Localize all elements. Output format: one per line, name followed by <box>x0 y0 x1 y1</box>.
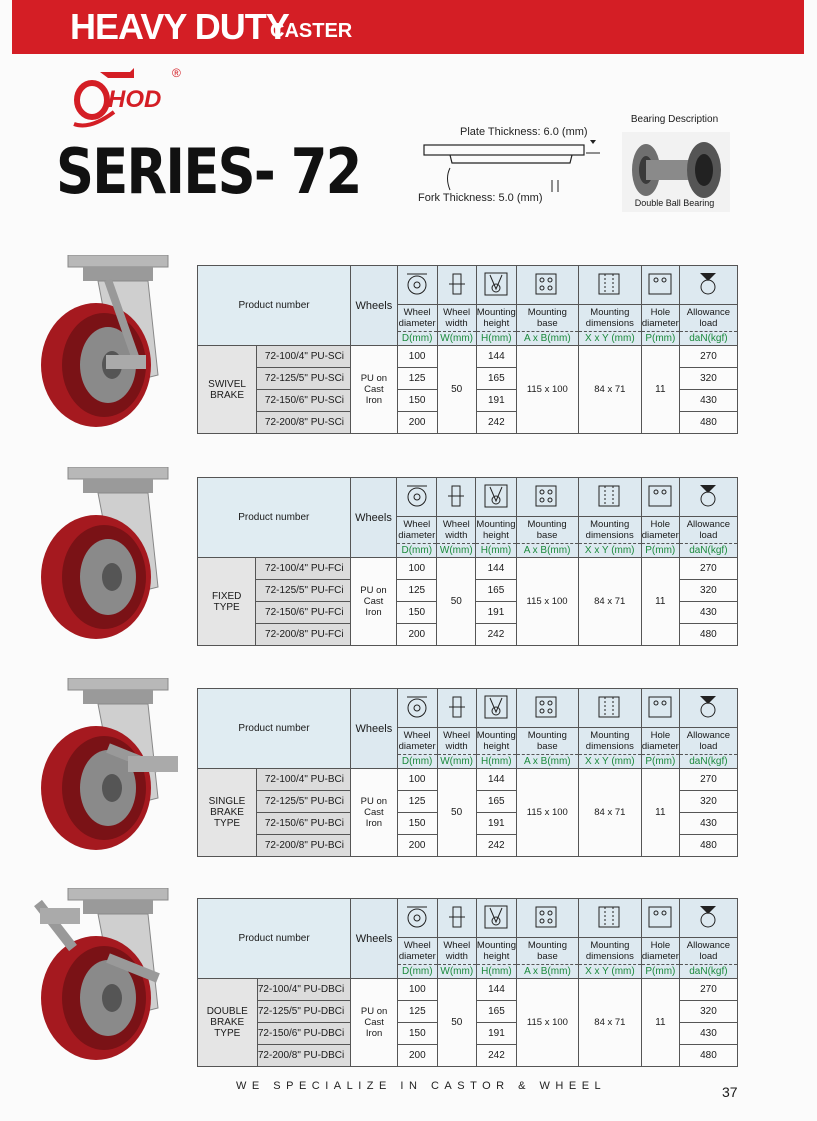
column-header: Mounting base <box>516 728 578 755</box>
spec-icon <box>578 478 641 517</box>
hod-logo <box>70 64 200 134</box>
caster-type: DOUBLE BRAKE TYPE <box>198 979 258 1067</box>
unit-header: A x B(mm) <box>516 755 578 769</box>
column-header: Wheel diameter <box>397 938 437 965</box>
allowance-load: 430 <box>679 390 737 412</box>
column-header: Mounting dimensions <box>578 728 641 755</box>
unit-header: daN(kgf) <box>679 332 737 346</box>
wheel-diameter: 150 <box>397 602 437 624</box>
mounting-height: 165 <box>476 368 516 390</box>
allowance-load: 430 <box>679 1023 737 1045</box>
unit-header: D(mm) <box>397 332 437 346</box>
wheel-diameter: 100 <box>397 979 437 1001</box>
plate-thickness-label: Plate Thickness: 6.0 (mm) <box>460 126 588 138</box>
product-number: 72-150/6" PU-BCi <box>257 813 351 835</box>
caster-type: FIXED TYPE <box>198 558 256 646</box>
mounting-height: 144 <box>476 346 516 368</box>
product-number: 72-150/6" PU-DBCi <box>257 1023 351 1045</box>
spec-icon <box>516 266 578 305</box>
bearing-title: Bearing Description <box>630 114 719 125</box>
product-number: 72-150/6" PU-SCi <box>257 390 351 412</box>
column-header: Wheel width <box>437 728 476 755</box>
spec-icon <box>641 689 679 728</box>
product-number: 72-100/4" PU-FCi <box>256 558 350 580</box>
spec-icon <box>437 899 476 938</box>
column-header: Wheel width <box>437 517 476 544</box>
spec-icon <box>517 899 579 938</box>
wheel-diameter: 125 <box>397 580 437 602</box>
caster-type: SWIVEL BRAKE <box>198 346 257 434</box>
unit-header: A x B(mm) <box>516 544 578 558</box>
column-header: Wheel width <box>437 305 476 332</box>
header-banner <box>12 0 804 54</box>
spec-icon <box>679 899 737 938</box>
mounting-dimensions: 84 x 71 <box>578 558 641 646</box>
unit-header: X x Y (mm) <box>578 332 641 346</box>
product-number-header: Product number <box>198 689 351 769</box>
caster-type: SINGLE BRAKE TYPE <box>198 769 257 857</box>
column-header: Wheel diameter <box>397 517 437 544</box>
column-header: Mounting dimensions <box>578 517 641 544</box>
column-header: Hole diameter <box>641 517 679 544</box>
wheel-diameter: 150 <box>397 813 437 835</box>
unit-header: P(mm) <box>641 755 679 769</box>
column-header: Mounting height <box>476 517 516 544</box>
product-number-header: Product number <box>198 478 351 558</box>
spec-icon <box>578 899 641 938</box>
allowance-load: 480 <box>679 835 737 857</box>
allowance-load: 320 <box>679 1001 737 1023</box>
wheel-diameter: 125 <box>397 368 437 390</box>
wheel-diameter: 200 <box>397 1045 437 1067</box>
column-header: Wheel width <box>437 938 476 965</box>
unit-header: X x Y (mm) <box>578 544 641 558</box>
wheel-material: PU on Cast Iron <box>351 769 398 857</box>
plate-diagram <box>410 118 610 218</box>
wheels-header: Wheels <box>350 478 397 558</box>
product-number: 72-125/5" PU-FCi <box>256 580 350 602</box>
column-header: Hole diameter <box>641 938 679 965</box>
page-number: 37 <box>722 1084 738 1100</box>
unit-header: A x B(mm) <box>516 332 578 346</box>
mounting-dimensions: 84 x 71 <box>578 346 641 434</box>
caster-image <box>18 255 198 430</box>
hole-diameter: 11 <box>641 979 679 1067</box>
column-header: Allowance load <box>679 728 737 755</box>
allowance-load: 430 <box>679 813 737 835</box>
unit-header: daN(kgf) <box>679 755 737 769</box>
mounting-height: 191 <box>476 602 516 624</box>
header-subtitle: CASTER <box>270 20 353 42</box>
unit-header: W(mm) <box>437 544 476 558</box>
wheel-material: PU on Cast Iron <box>351 979 398 1067</box>
column-header: Mounting dimensions <box>578 305 641 332</box>
mounting-base: 115 x 100 <box>516 346 578 434</box>
unit-header: H(mm) <box>476 965 516 979</box>
allowance-load: 270 <box>679 346 737 368</box>
product-number: 72-200/8" PU-SCi <box>257 412 351 434</box>
mounting-height: 165 <box>476 1001 516 1023</box>
spec-icon <box>476 899 516 938</box>
wheel-diameter: 125 <box>397 791 437 813</box>
unit-header: H(mm) <box>476 544 516 558</box>
spec-icon <box>397 689 437 728</box>
product-number: 72-200/8" PU-FCi <box>256 624 350 646</box>
product-number: 72-100/4" PU-SCi <box>257 346 351 368</box>
unit-header: W(mm) <box>437 755 476 769</box>
unit-header: P(mm) <box>641 544 679 558</box>
unit-header: D(mm) <box>397 755 437 769</box>
column-header: Mounting base <box>516 305 578 332</box>
header-title: HEAVY DUTY <box>70 6 289 47</box>
mounting-height: 242 <box>476 624 516 646</box>
caster-image <box>18 678 198 853</box>
spec-icon <box>679 266 737 305</box>
allowance-load: 430 <box>679 602 737 624</box>
allowance-load: 320 <box>679 580 737 602</box>
wheel-width: 50 <box>437 769 476 857</box>
wheels-header: Wheels <box>351 899 398 979</box>
mounting-base: 115 x 100 <box>516 558 578 646</box>
mounting-height: 144 <box>476 979 516 1001</box>
product-number: 72-100/4" PU-BCi <box>257 769 351 791</box>
unit-header: daN(kgf) <box>679 544 737 558</box>
column-header: Hole diameter <box>641 728 679 755</box>
unit-header: P(mm) <box>641 332 679 346</box>
wheel-width: 50 <box>437 979 476 1067</box>
bearing-description <box>612 114 737 224</box>
mounting-base: 115 x 100 <box>516 769 578 857</box>
spec-icon <box>476 689 516 728</box>
mounting-height: 191 <box>476 813 516 835</box>
product-number: 72-125/5" PU-DBCi <box>257 1001 351 1023</box>
column-header: Mounting height <box>476 938 516 965</box>
mounting-height: 242 <box>476 412 516 434</box>
allowance-load: 270 <box>679 769 737 791</box>
wheel-diameter: 100 <box>397 346 437 368</box>
unit-header: P(mm) <box>641 965 679 979</box>
caster-image <box>18 888 198 1063</box>
wheel-diameter: 125 <box>397 1001 437 1023</box>
unit-header: D(mm) <box>397 544 437 558</box>
wheel-width: 50 <box>437 346 476 434</box>
mounting-height: 165 <box>476 791 516 813</box>
spec-icon <box>578 689 641 728</box>
hole-diameter: 11 <box>641 558 679 646</box>
column-header: Allowance load <box>679 305 737 332</box>
unit-header: W(mm) <box>437 332 476 346</box>
spec-table <box>197 898 738 1067</box>
column-header: Allowance load <box>679 517 737 544</box>
spec-table <box>197 688 738 857</box>
column-header: Mounting height <box>476 728 516 755</box>
wheel-diameter: 150 <box>397 1023 437 1045</box>
spec-icon <box>516 478 578 517</box>
product-number: 72-200/8" PU-BCi <box>257 835 351 857</box>
spec-icon <box>437 689 476 728</box>
spec-icon <box>516 689 578 728</box>
product-number-header: Product number <box>198 899 351 979</box>
series-title: SERIES- 72 <box>56 135 361 208</box>
column-header: Mounting base <box>516 517 578 544</box>
logo-text: HOD <box>108 86 162 113</box>
mounting-base: 115 x 100 <box>517 979 579 1067</box>
mounting-dimensions: 84 x 71 <box>578 979 641 1067</box>
unit-header: X x Y (mm) <box>578 965 641 979</box>
spec-icon <box>437 266 476 305</box>
allowance-load: 320 <box>679 791 737 813</box>
allowance-load: 270 <box>679 979 737 1001</box>
hole-diameter: 11 <box>641 769 679 857</box>
wheel-diameter: 100 <box>397 558 437 580</box>
fork-thickness-label: Fork Thickness: 5.0 (mm) <box>418 192 543 204</box>
unit-header: D(mm) <box>397 965 437 979</box>
spec-icon <box>641 266 679 305</box>
column-header: Allowance load <box>679 938 737 965</box>
unit-header: W(mm) <box>437 965 476 979</box>
spec-icon <box>679 689 737 728</box>
mounting-height: 242 <box>476 835 516 857</box>
spec-icon <box>476 478 516 517</box>
wheel-diameter: 200 <box>397 835 437 857</box>
wheels-header: Wheels <box>351 266 398 346</box>
mounting-height: 165 <box>476 580 516 602</box>
spec-icon <box>397 266 437 305</box>
caster-image <box>18 467 198 642</box>
wheel-diameter: 100 <box>397 769 437 791</box>
spec-icon <box>397 899 437 938</box>
allowance-load: 480 <box>679 412 737 434</box>
wheel-material: PU on Cast Iron <box>350 558 397 646</box>
wheel-width: 50 <box>437 558 476 646</box>
spec-icon <box>437 478 476 517</box>
allowance-load: 480 <box>679 1045 737 1067</box>
mounting-height: 144 <box>476 558 516 580</box>
column-header: Mounting dimensions <box>578 938 641 965</box>
unit-header: X x Y (mm) <box>578 755 641 769</box>
unit-header: daN(kgf) <box>679 965 737 979</box>
spec-table <box>197 477 738 646</box>
product-number: 72-125/5" PU-BCi <box>257 791 351 813</box>
spec-icon <box>397 478 437 517</box>
mounting-height: 144 <box>476 769 516 791</box>
unit-header: H(mm) <box>476 332 516 346</box>
product-number: 72-200/8" PU-DBCi <box>257 1045 351 1067</box>
column-header: Hole diameter <box>641 305 679 332</box>
column-header: Mounting base <box>517 938 579 965</box>
hole-diameter: 11 <box>641 346 679 434</box>
allowance-load: 480 <box>679 624 737 646</box>
product-number: 72-150/6" PU-FCi <box>256 602 350 624</box>
allowance-load: 320 <box>679 368 737 390</box>
unit-header: A x B(mm) <box>517 965 579 979</box>
spec-icon <box>641 899 679 938</box>
mounting-height: 242 <box>476 1045 516 1067</box>
wheel-diameter: 200 <box>397 624 437 646</box>
mounting-height: 191 <box>476 1023 516 1045</box>
mounting-dimensions: 84 x 71 <box>578 769 641 857</box>
wheel-diameter: 150 <box>397 390 437 412</box>
product-number: 72-125/5" PU-SCi <box>257 368 351 390</box>
product-number-header: Product number <box>198 266 351 346</box>
column-header: Wheel diameter <box>397 305 437 332</box>
allowance-load: 270 <box>679 558 737 580</box>
spec-icon <box>578 266 641 305</box>
spec-table <box>197 265 738 434</box>
wheel-material: PU on Cast Iron <box>351 346 398 434</box>
unit-header: H(mm) <box>476 755 516 769</box>
logo-registered: ® <box>172 66 181 80</box>
wheels-header: Wheels <box>351 689 398 769</box>
footer-slogan: WE SPECIALIZE IN CASTOR & WHEEL <box>236 1080 607 1092</box>
bearing-caption: Double Ball Bearing <box>634 198 715 208</box>
mounting-height: 191 <box>476 390 516 412</box>
spec-icon <box>476 266 516 305</box>
column-header: Mounting height <box>476 305 516 332</box>
spec-icon <box>641 478 679 517</box>
wheel-diameter: 200 <box>397 412 437 434</box>
product-number: 72-100/4" PU-DBCi <box>257 979 351 1001</box>
spec-icon <box>679 478 737 517</box>
column-header: Wheel diameter <box>397 728 437 755</box>
